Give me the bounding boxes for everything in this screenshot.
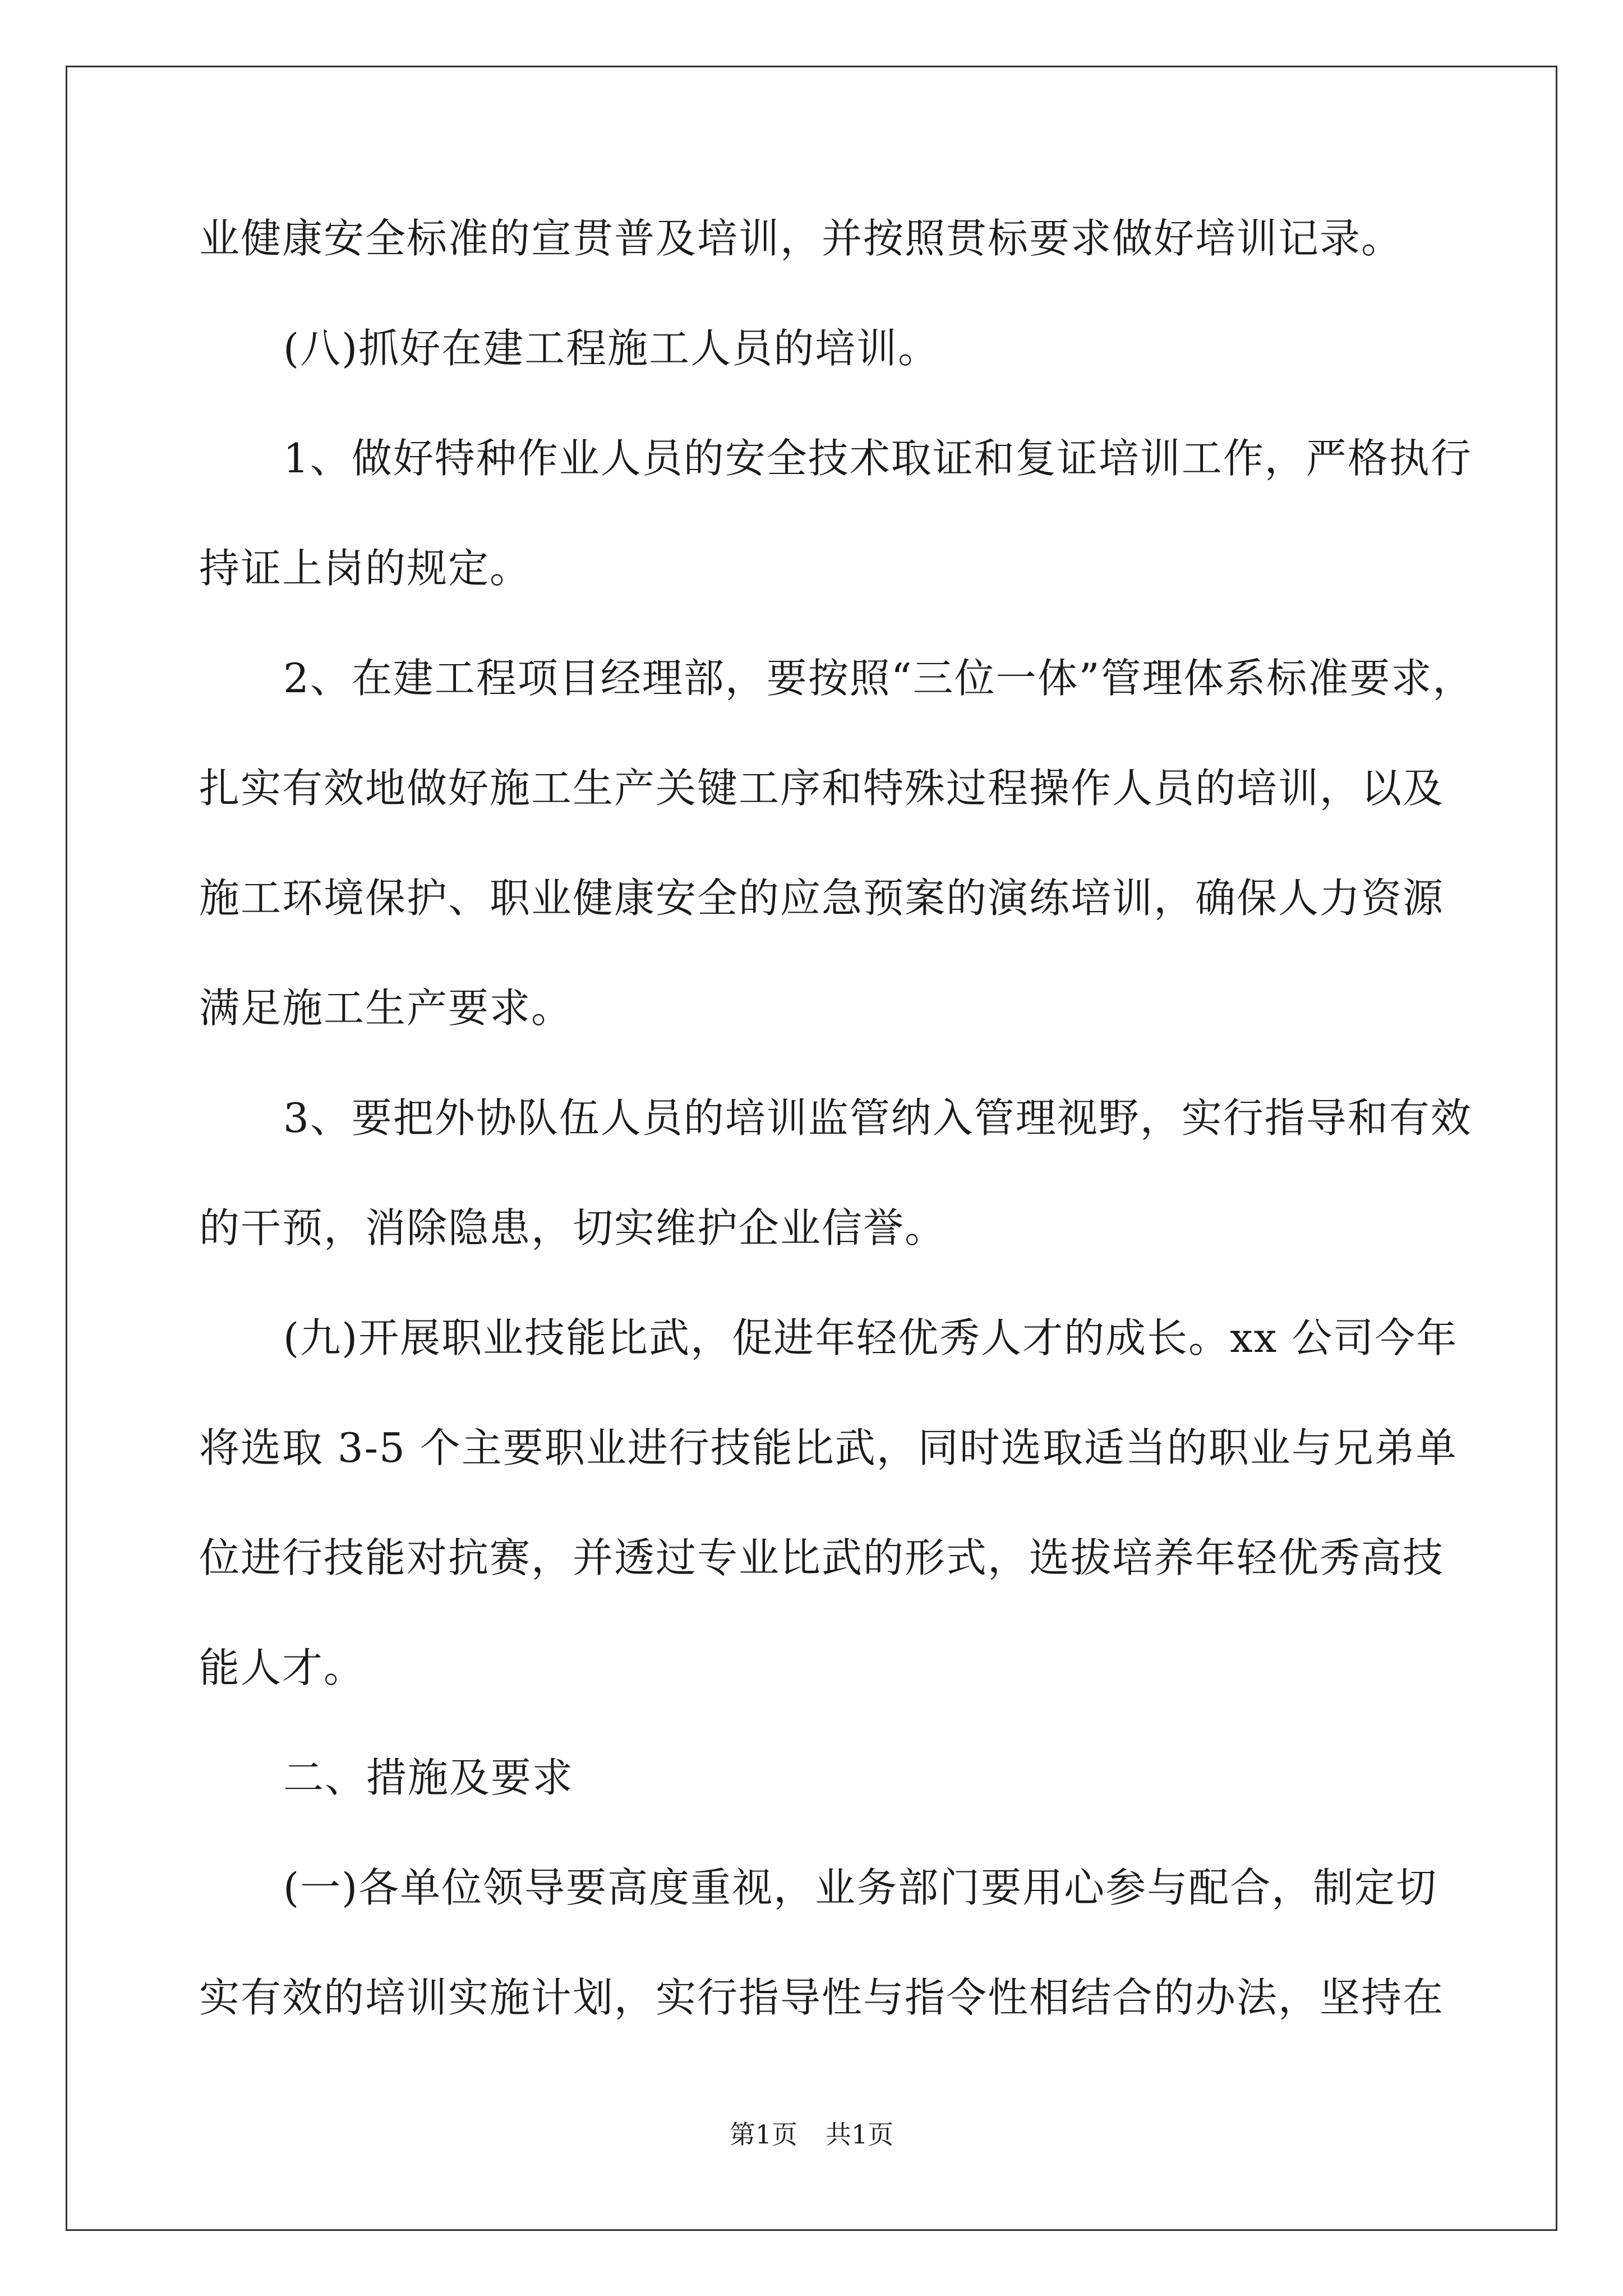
page-footer <box>0 2118 1623 2151</box>
text-line: 满足施工生产要求。 <box>199 984 573 1032</box>
page-total: 共1页 <box>826 2119 894 2150</box>
text-line: 1、做好特种作业人员的安全技术取证和复证培训工作，严格执行 <box>283 435 1472 482</box>
text-line: 2、在建工程项目经理部，要按照“三位一体”管理体系标准要求， <box>283 655 1474 702</box>
text-line: 的干预，消除隐患，切实维护企业信誉。 <box>199 1204 947 1251</box>
section-heading: (九)开展职业技能比武，促进年轻优秀人才的成长。xx 公司今年 <box>283 1314 1458 1361</box>
text-line: 3、要把外协队伍人员的培训监管纳入管理视野，实行指导和有效 <box>283 1094 1472 1142</box>
section-heading: 二、措施及要求 <box>283 1754 574 1801</box>
text-line: 实有效的培训实施计划，实行指导性与指令性相结合的办法，坚持在 <box>199 1974 1445 2021</box>
text-line: 扎实有效地做好施工生产关键工序和特殊过程操作人员的培训，以及 <box>199 765 1445 812</box>
section-heading: (八)抓好在建工程施工人员的培训。 <box>283 325 940 372</box>
text-line: 业健康安全标准的宣贯普及培训，并按照贯标要求做好培训记录。 <box>199 215 1403 262</box>
section-heading: (一)各单位领导要高度重视，业务部门要用心参与配合，制定切 <box>283 1864 1438 1911</box>
page-number: 第1页 <box>729 2119 797 2150</box>
text-line: 将选取 3-5 个主要职业进行技能比武，同时选取适当的职业与兄弟单 <box>199 1424 1458 1471</box>
text-line: 持证上岗的规定。 <box>199 545 532 592</box>
text-line: 能人才。 <box>199 1644 366 1691</box>
text-line: 施工环境保护、职业健康安全的应急预案的演练培训，确保人力资源 <box>199 875 1445 922</box>
text-line: 位进行技能对抗赛，并透过专业比武的形式，选拔培养年轻优秀高技 <box>199 1534 1445 1581</box>
